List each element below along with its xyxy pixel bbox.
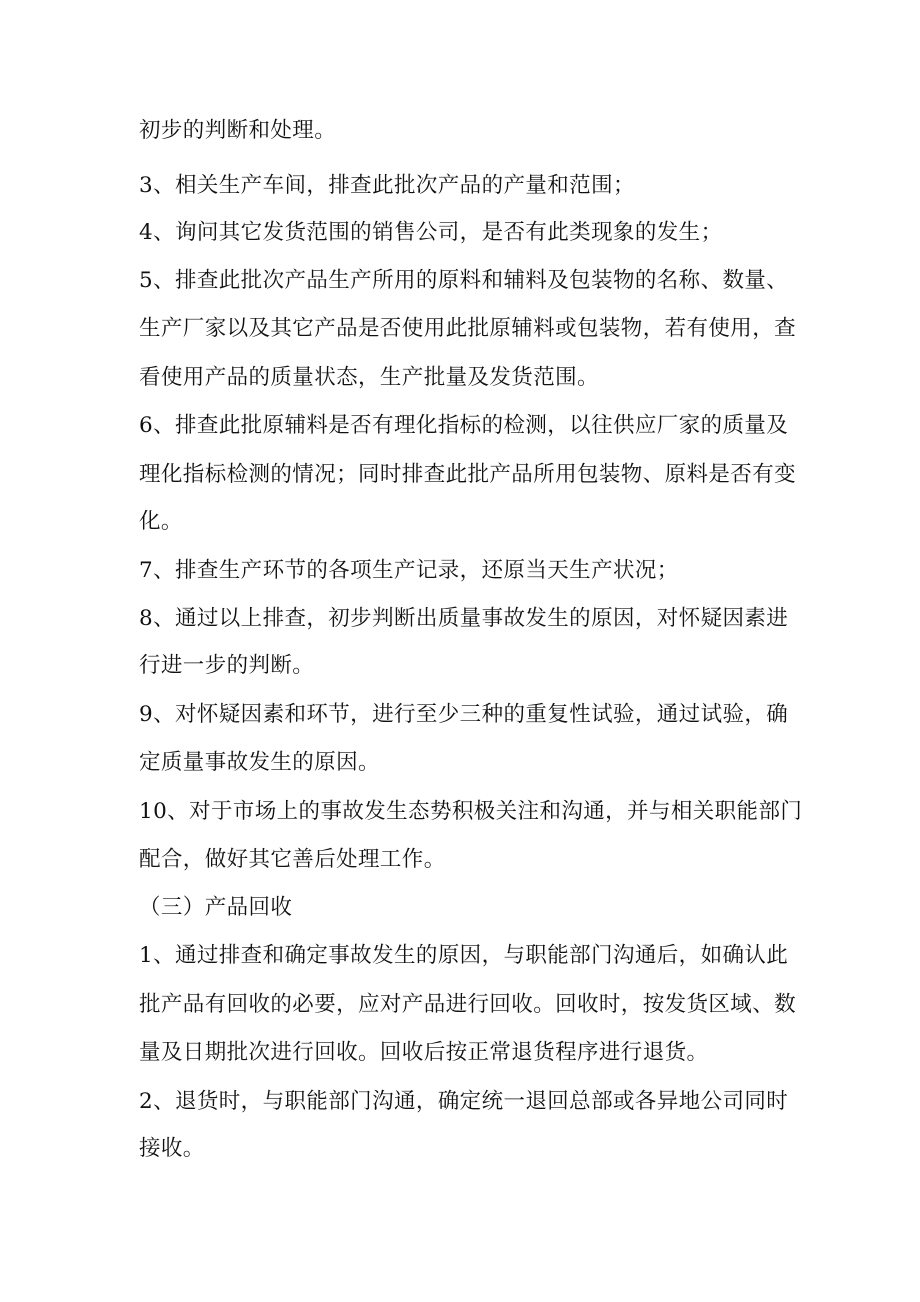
text-line: 10、对于市场上的事故发生态势积极关注和沟通，并与相关职能部门	[139, 799, 803, 824]
text-line: 行进一步的判断。	[139, 653, 315, 678]
text-line: 8、通过以上排查，初步判断出质量事故发生的原因，对怀疑因素进	[139, 606, 789, 631]
text-line: 5、排查此批次产品生产所用的原料和辅料及包装物的名称、数量、	[139, 268, 789, 293]
text-line: 3、相关生产车间，排查此批次产品的产量和范围；	[139, 173, 635, 198]
text-line: 配合，做好其它善后处理工作。	[139, 847, 446, 872]
text-line: 9、对怀疑因素和环节，进行至少三种的重复性试验，通过试验，确	[139, 702, 789, 727]
text-line: 理化指标检测的情况；同时排查此批产品所用包装物、原料是否有变	[139, 462, 797, 487]
text-line: 生产厂家以及其它产品是否使用此批原辅料或包装物，若有使用，查	[139, 316, 797, 341]
text-line: 2、退货时，与职能部门沟通，确定统一退回总部或各异地公司同时	[139, 1089, 789, 1114]
text-line: 定质量事故发生的原因。	[139, 750, 380, 775]
text-line: 初步的判断和处理。	[139, 118, 337, 143]
text-line: 7、排查生产环节的各项生产记录，还原当天生产状况；	[139, 558, 679, 583]
text-line: 6、排查此批原辅料是否有理化指标的检测，以往供应厂家的质量及	[139, 413, 789, 438]
section-heading: （三）产品回收	[139, 895, 293, 920]
text-line: 量及日期批次进行回收。回收后按正常退货程序进行退货。	[139, 1040, 709, 1065]
text-line: 接收。	[139, 1136, 205, 1161]
text-line: 化。	[139, 509, 183, 534]
text-line: 批产品有回收的必要，应对产品进行回收。回收时，按发货区域、数	[139, 992, 797, 1017]
text-line: 1、通过排查和确定事故发生的原因，与职能部门沟通后，如确认此	[139, 943, 789, 968]
text-line: 4、询问其它发货范围的销售公司，是否有此类现象的发生；	[139, 220, 723, 245]
text-line: 看使用产品的质量状态，生产批量及发货范围。	[139, 365, 599, 390]
